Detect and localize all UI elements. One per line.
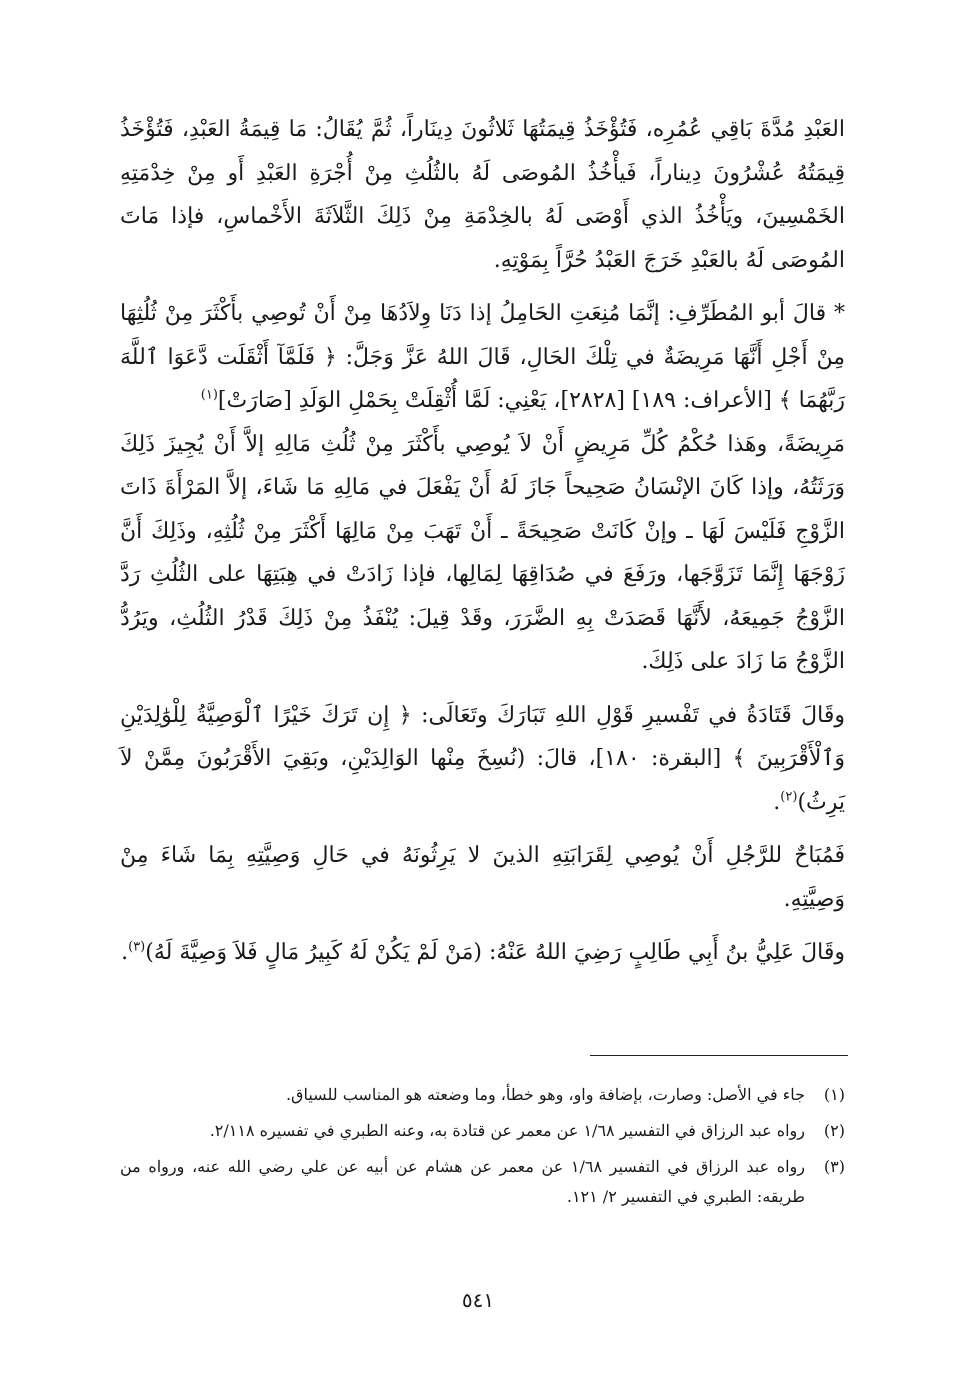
footnotes — [120, 1080, 845, 1218]
paragraph-3: مَرِيضَةً، وهَذا حُكْمُ كُلِّ مَرِيضٍ أَنْ لاَ يُوصِي بأَكْثَرَ مِنْ ثُلُثِ مَالِهِ إلاَّ أَنْ يُجِيزَ ذَلِكَ وَرَثَتُهُ، وإذا كَانَ الإنْسَانُ صَحِيحاً جَازَ لَهُ أَنْ يَفْعَلَ في مَالِهِ مَا شَاءَ، إلاَّ المَرْأَةَ ذَاتَ الزَّوْجِ فَلَيْسَ لَهَا ـ وإنْ كَانَتْ صَحِيحَةً ـ أَنْ تَهَبَ مِنْ مَالِهَا أَكْثَرَ مِنْ ثُلُثِهِ، وذَلِكَ أَنَّ زَوْجَهَا إِنَّمَا تَزَوَّجَها، ورَفَعَ في صُدَاقِهَا لِمَالِها، فإذا زَادَتْ في هِبَتِهَا على الثُلُثِ رَدَّ الزَّوْجُ جَمِيعَهُ، لأَنَّهَا قَصَدَتْ بِهِ الضَّرَرَ، وقَدْ قِيلَ: يُنْفَذُ مِنْ ذَلِكَ قَدْرُ الثُلُثِ، ويَرُدُّ الزَّوْجُ مَا زَادَ على ذَلِكَ. — [120, 431, 845, 674]
paragraph-2-text: * قالَ أبو المُطَرِّفِ: إنَّمَا مُنِعَتِ الحَامِلُ إذا دَنَا وِلاَدُهَا مِنْ أَنْ تُوصِي بأَكْثَرَ مِنْ ثُلُثِهَا مِنْ أَجْلِ أَنَّهَا مَرِيضَةٌ في تِلْكَ الحَالِ، قَالَ اللهُ عَزَّ وَجَلَّ: ﴿ فَلَمَّآ أَثْقَلَت دَّعَوَا ٱللَّهَ رَبَّهُمَا ﴾ [الأعراف: ١٨٩] [٢٨٢٨]، يَعْنِي: لَمَّا أُثْقِلَتْ بِحَمْلِ الوَلَدِ [صَارَتْ] — [120, 301, 845, 413]
footnote-marker-2: (٢) — [780, 789, 798, 805]
footnote-marker-3: (٣) — [128, 939, 146, 955]
footnote-marker-1: (١) — [200, 387, 218, 403]
paragraph-1: العَبْدِ مُدَّةَ بَاقِي عُمُرِه، فَتُؤْخَذُ قِيمَتُهَا ثَلاثُونَ دِينَاراً، ثُمَّ يُقَالُ: مَا قِيمَةُ العَبْدِ، فَتُؤْخَذُ قِيمَتُهُ عُشْرُونَ دِيناراً، فَيأْخُذُ المُوصَى لَهُ بالثُلُثِ مِنْ أُجْرَةِ العَبْدِ أَو مِنْ خِدْمَتِهِ الخَمْسِينَ، ويَأْخُذُ الذي أَوْصَى لَهُ بالخِدْمَةِ مِنْ ذَلِكَ الثَّلاَثَةَ الأَخْماسِ، فإذا مَاتَ المُوصَى لَهُ بالعَبْدِ خَرَجَ العَبْدُ حُرَّاً بِمَوْتِهِ. — [120, 117, 845, 273]
paragraph-4 — [120, 694, 845, 825]
page-number: ٥٤١ — [461, 1288, 495, 1312]
paragraph-6 — [120, 931, 845, 975]
footnote-1 — [120, 1080, 845, 1110]
footnote-3 — [120, 1152, 845, 1212]
paragraph-2 — [120, 292, 845, 423]
main-text — [120, 108, 845, 975]
footnote-text: جاء في الأصل: وصارت، بإضافة واو، وهو خطأ، وما وضعته هو المناسب للسياق. — [285, 1085, 805, 1104]
footnote-separator — [590, 1055, 848, 1056]
paragraph-6-text: وقَالَ عَلِيُّ بنُ أَبِي طَالِبٍ رَضِيَ اللهُ عَنْهُ: (مَنْ لَمْ يَكُنْ لَهُ كَبِيرُ مَالٍ فَلاَ وَصِيَّةَ لَهُ) — [145, 940, 845, 965]
paragraph-4-period: . — [773, 789, 781, 815]
footnote-text: رواه عبد الرزاق في التفسير ١/٦٨ عن معمر عن قتادة به، وعنه الطبري في تفسيره ٢/١١٨. — [209, 1121, 805, 1140]
footnote-text: رواه عبد الرزاق في التفسير ١/٦٨ عن معمر عن هشام عن أبيه عن علي رضي الله عنه، ورواه من طريقه: الطبري في التفسير ٢/ ١٢١. — [120, 1157, 806, 1206]
footnote-number: (٣) — [823, 1157, 845, 1176]
footnote-2 — [120, 1116, 845, 1146]
paragraph-4-text: وقَالَ قَتَادَةُ في تَفْسيرِ قَوْلِ اللهِ تَبَارَكَ وتَعَالَى: ﴿ إِن تَرَكَ خَيْرًا ٱلْوَصِيَّةُ لِلْوَٰلِدَيْنِ وَٱلْأَقْرَبِينَ ﴾ [البقرة: ١٨٠]، قالَ: (نُسِخَ مِنْها الوَالِدَيْنِ، وبَقِيَ الأَقْرَبُونَ مِمَّنْ لاَ يَرِثُ) — [120, 702, 845, 815]
paragraph-5: فَمُبَاحٌ للرَّجُلِ أَنْ يُوصِي لِقَرَابَتِهِ الذينَ لا يَرِثُونَهُ في حَالِ وَصِيَّتِهِ بِمَا شَاءَ مِنْ وَصِيَّتِهِ. — [120, 843, 845, 912]
footnote-number: (٢) — [823, 1121, 845, 1140]
paragraph-6-period: . — [121, 940, 129, 965]
footnote-number: (١) — [823, 1085, 845, 1104]
